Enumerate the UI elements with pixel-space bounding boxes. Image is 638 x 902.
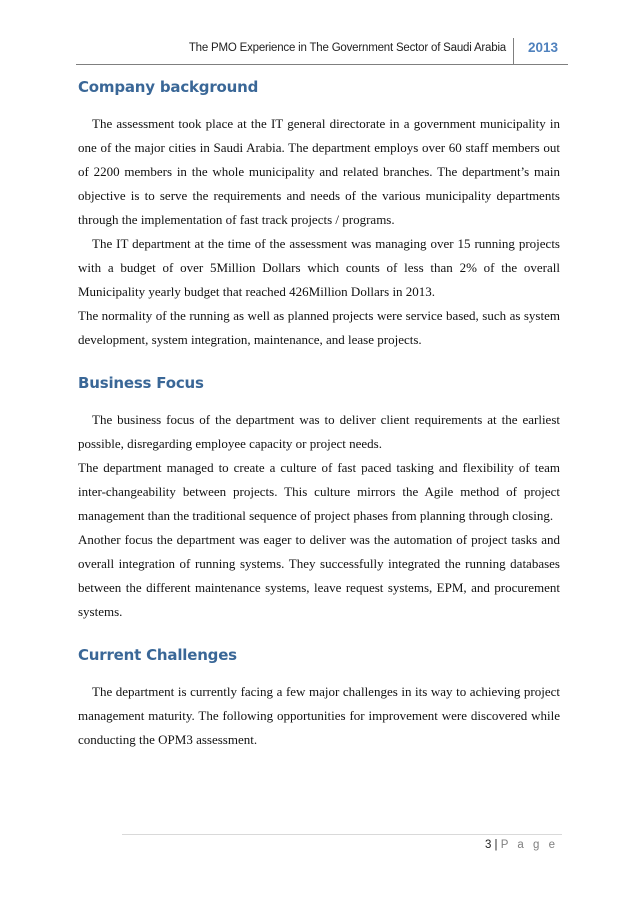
section-heading-current-challenges: Current Challenges (78, 646, 237, 664)
page-header (76, 36, 568, 65)
paragraph: The business focus of the department was to deliver client requirements at the earliest possible, disregarding employee capacity or project needs. (78, 412, 560, 451)
document-title: The PMO Experience in The Government Sector of Saudi Arabia (188, 42, 506, 54)
page-footer (485, 839, 558, 851)
header-divider (513, 38, 514, 64)
paragraph: The department managed to create a culture of fast paced tasking and flexibility of team inter-changeability between projects. This culture mirrors the Agile method of project management than the traditional sequence of project phases from planning through closing. (78, 460, 560, 523)
paragraph: The normality of the running as well as planned projects were service based, such as system development, system integration, maintenance, and lease projects. (78, 308, 560, 347)
footer-separator: | (494, 839, 498, 851)
paragraph: Another focus the department was eager to deliver was the automation of project tasks and overall integration of running systems. They successfully integrated the running databases between the different maintenance systems, leave request systems, EPM, and procurement systems. (78, 532, 560, 619)
footer-divider (122, 834, 562, 835)
page-number: 3 (484, 839, 492, 851)
paragraph: The assessment took place at the IT general directorate in a government municipality in one of the major cities in Saudi Arabia. The department employs over 60 staff members out of 2200 members in the whole municipality and related branches. The department’s main objective is to serve the requirements and needs of the various municipality departments through the implementation of fast track projects / programs. (78, 116, 560, 227)
section-heading-company-background: Company background (78, 78, 259, 96)
section-heading-business-focus: Business Focus (78, 374, 204, 392)
page-label: P a g e (500, 839, 558, 851)
paragraph: The department is currently facing a few major challenges in its way to achieving project management maturity. The following opportunities for improvement were discovered while conducting the OPM3 assessment. (78, 684, 560, 747)
document-year: 2013 (527, 40, 558, 55)
page-body (78, 74, 560, 752)
paragraph: The IT department at the time of the assessment was managing over 15 running projects with a budget of over 5Million Dollars which counts of less than 2% of the overall Municipality yearly budget that reached 426Million Dollars in 2013. (78, 236, 560, 299)
